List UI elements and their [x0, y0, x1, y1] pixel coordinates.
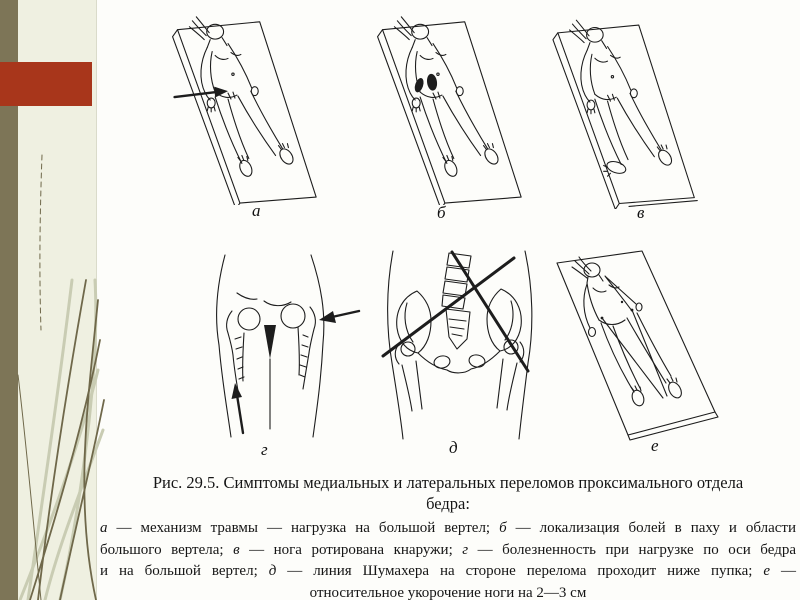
figure-caption	[100, 472, 796, 600]
figure-v-label: в	[637, 203, 645, 222]
figure-e-label: е	[651, 436, 659, 455]
side-load-arrow	[319, 311, 359, 323]
axial-load-arrow	[232, 383, 244, 433]
figure-b-label: б	[437, 203, 446, 222]
figure-a-illustration	[130, 2, 330, 205]
caption-title-line-1: Рис. 29.5. Симптомы медиальных и латеральных переломов проксимального отдела	[152, 473, 744, 492]
figure-d-illustration	[372, 243, 550, 443]
grass-decoration	[0, 140, 106, 600]
leg-length-measurement-lines	[601, 309, 667, 398]
caption-title-line-2: бедра:	[426, 494, 470, 513]
figure-d-label: д	[449, 438, 458, 457]
caption-description-line-2: большого вертела; в — нога ротирована кнаружи; г — болезненность при нагрузке по оси бедра	[100, 541, 796, 558]
caption-description-line-1: а — механизм травмы — нагрузка на большой вертел; б — локализация болей в паху и области	[100, 520, 796, 536]
figure-e-illustration	[545, 240, 725, 445]
figure-g-label: г	[261, 440, 268, 459]
pain-area-patches	[413, 73, 438, 93]
figure-b-illustration	[335, 2, 535, 205]
figure-a-label: а	[252, 201, 261, 220]
red-accent-block	[0, 62, 92, 106]
figure-v-illustration	[512, 2, 707, 209]
figure-g-illustration	[192, 243, 364, 443]
caption-description-line-3: и на большой вертел; д — линия Шумахера на стороне перелома проходит ниже пупка; е —	[100, 563, 796, 579]
caption-description-line-4: относительное укорочение ноги на 2—3 см	[309, 584, 587, 600]
